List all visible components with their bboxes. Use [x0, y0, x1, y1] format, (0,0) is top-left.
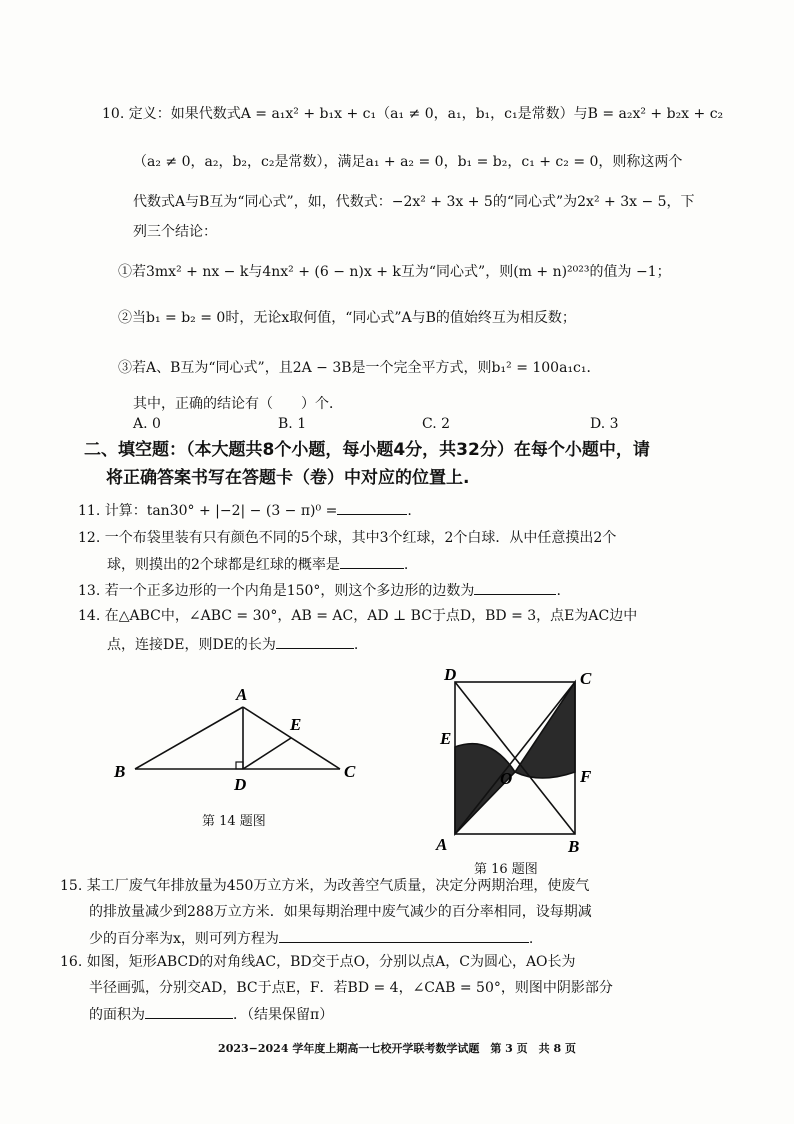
- label-f: F: [580, 767, 592, 786]
- label-a: A: [236, 685, 248, 704]
- q11-text: 11. 计算：tan30° + |−2| − (3 − π)⁰ =: [78, 503, 338, 519]
- q12-text: 球，则摸出的2个球都是红球的概率是: [107, 557, 340, 573]
- q12-line-2: [107, 554, 408, 575]
- q15-line-1: 15. 某工厂废气年排放量为450万立方米，为改善空气质量，决定分两期治理，使废气: [60, 878, 590, 894]
- question-13: [78, 580, 561, 601]
- q15-line-2: 的排放量减少到288万立方米．如果每期治理中废气减少的百分率相同，设每期减: [89, 904, 592, 920]
- figure-14-caption: 第 14 题图: [202, 814, 266, 829]
- q12-end: .: [403, 557, 409, 573]
- figure-16: [430, 664, 610, 862]
- q11-end: .: [407, 503, 412, 519]
- label-c: C: [580, 669, 592, 688]
- label-a: A: [436, 835, 448, 854]
- q15-end: .: [528, 931, 534, 947]
- q14-answer-blank[interactable]: [276, 634, 354, 649]
- q16-end: ．（结果保留π）: [233, 1007, 334, 1023]
- section-2-line-1: 二、填空题：（本大题共8个小题，每小题4分，共32分）在每个小题中，请: [84, 440, 650, 460]
- choice-d[interactable]: D. 3: [590, 416, 619, 432]
- page-footer: 2023−2024 学年度上期高一七校开学联考数学试题 第 3 页 共 8 页: [218, 1042, 576, 1055]
- label-b: B: [568, 837, 580, 856]
- q12-line-1: 12. 一个布袋里装有只有颜色不同的5个球，其中3个红球，2个白球．从中任意摸出2个: [78, 530, 617, 546]
- label-b: B: [114, 762, 126, 781]
- choice-c[interactable]: C. 2: [422, 416, 451, 432]
- question-11: [78, 500, 412, 521]
- q10-line-2: （a₂ ≠ 0，a₂，b₂，c₂是常数），满足a₁ + a₂ = 0，b₁ = b₂，c₁ + c₂ = 0，则称这两个: [133, 154, 683, 170]
- q10-line-4: 列三个结论：: [133, 224, 217, 240]
- label-o: O: [500, 769, 513, 788]
- figure-14: [110, 676, 370, 796]
- label-d: D: [444, 665, 457, 684]
- q14-line-2: [107, 634, 358, 655]
- figure-16-caption: 第 16 题图: [474, 862, 538, 877]
- right-angle-mark: [236, 762, 243, 769]
- choice-a[interactable]: A. 0: [133, 416, 161, 432]
- label-c: C: [344, 762, 356, 781]
- q12-answer-blank[interactable]: [340, 554, 404, 569]
- shaded-region-left: [455, 744, 515, 834]
- q10-statement-3: ③若A、B互为“同心式”，且2A − 3B是一个完全平方式，则b₁² = 100a₁c₁．: [118, 360, 601, 376]
- q16-text: 的面积为: [89, 1007, 145, 1023]
- q13-text: 13. 若一个正多边形的一个内角是150°，则这个多边形的边数为: [78, 583, 475, 599]
- q10-statement-2: ②当b₁ = b₂ = 0时，无论x取何值，“同心式”A与B的值始终互为相反数；: [118, 310, 576, 326]
- q16-answer-blank[interactable]: [145, 1004, 233, 1019]
- q14-end: .: [353, 637, 359, 653]
- q15-answer-blank[interactable]: [279, 928, 529, 943]
- q10-statement-1: ①若3mx² + nx − k与4nx² + (6 − n)x + k互为“同心式”，则(m + n)²⁰²³的值为 −1；: [118, 264, 671, 280]
- label-d: D: [234, 775, 247, 794]
- q10-prompt: 其中，正确的结论有（ ）个．: [133, 396, 343, 412]
- label-e: E: [440, 729, 452, 748]
- segment-de: [243, 738, 291, 769]
- q11-answer-blank[interactable]: [337, 500, 407, 515]
- section-2-line-2: 将正确答案书写在答题卡（卷）中对应的位置上.: [106, 468, 470, 488]
- choice-b[interactable]: B. 1: [278, 416, 307, 432]
- q16-line-3: [89, 1004, 333, 1025]
- q14-text: 点，连接DE，则DE的长为: [107, 637, 276, 653]
- q13-answer-blank[interactable]: [474, 580, 556, 595]
- q16-line-1: 16. 如图，矩形ABCD的对角线AC，BD交于点O，分别以点A，C为圆心，AO长为: [60, 954, 576, 970]
- q15-line-3: [89, 928, 533, 949]
- q10-line-1: 10. 定义：如果代数式A = a₁x² + b₁x + c₁（a₁ ≠ 0，a₁，b₁，c₁是常数）与B = a₂x² + b₂x + c₂: [102, 106, 724, 122]
- side-ab: [135, 707, 243, 769]
- q15-text: 少的百分率为x，则可列方程为: [89, 931, 279, 947]
- shaded-region-right: [515, 682, 575, 778]
- q14-line-1: 14. 在△ABC中，∠ABC = 30°，AB = AC，AD ⊥ BC于点D，BD = 3，点E为AC边中: [78, 608, 638, 624]
- label-e: E: [290, 715, 302, 734]
- q10-line-3: 代数式A与B互为“同心式”，如，代数式：−2x² + 3x + 5的“同心式”为2x² + 3x − 5，下: [133, 194, 695, 210]
- q13-end: .: [556, 583, 561, 599]
- q16-line-2: 半径画弧，分别交AD，BC于点E，F．若BD = 4，∠CAB = 50°，则图中阴影部分: [89, 980, 613, 996]
